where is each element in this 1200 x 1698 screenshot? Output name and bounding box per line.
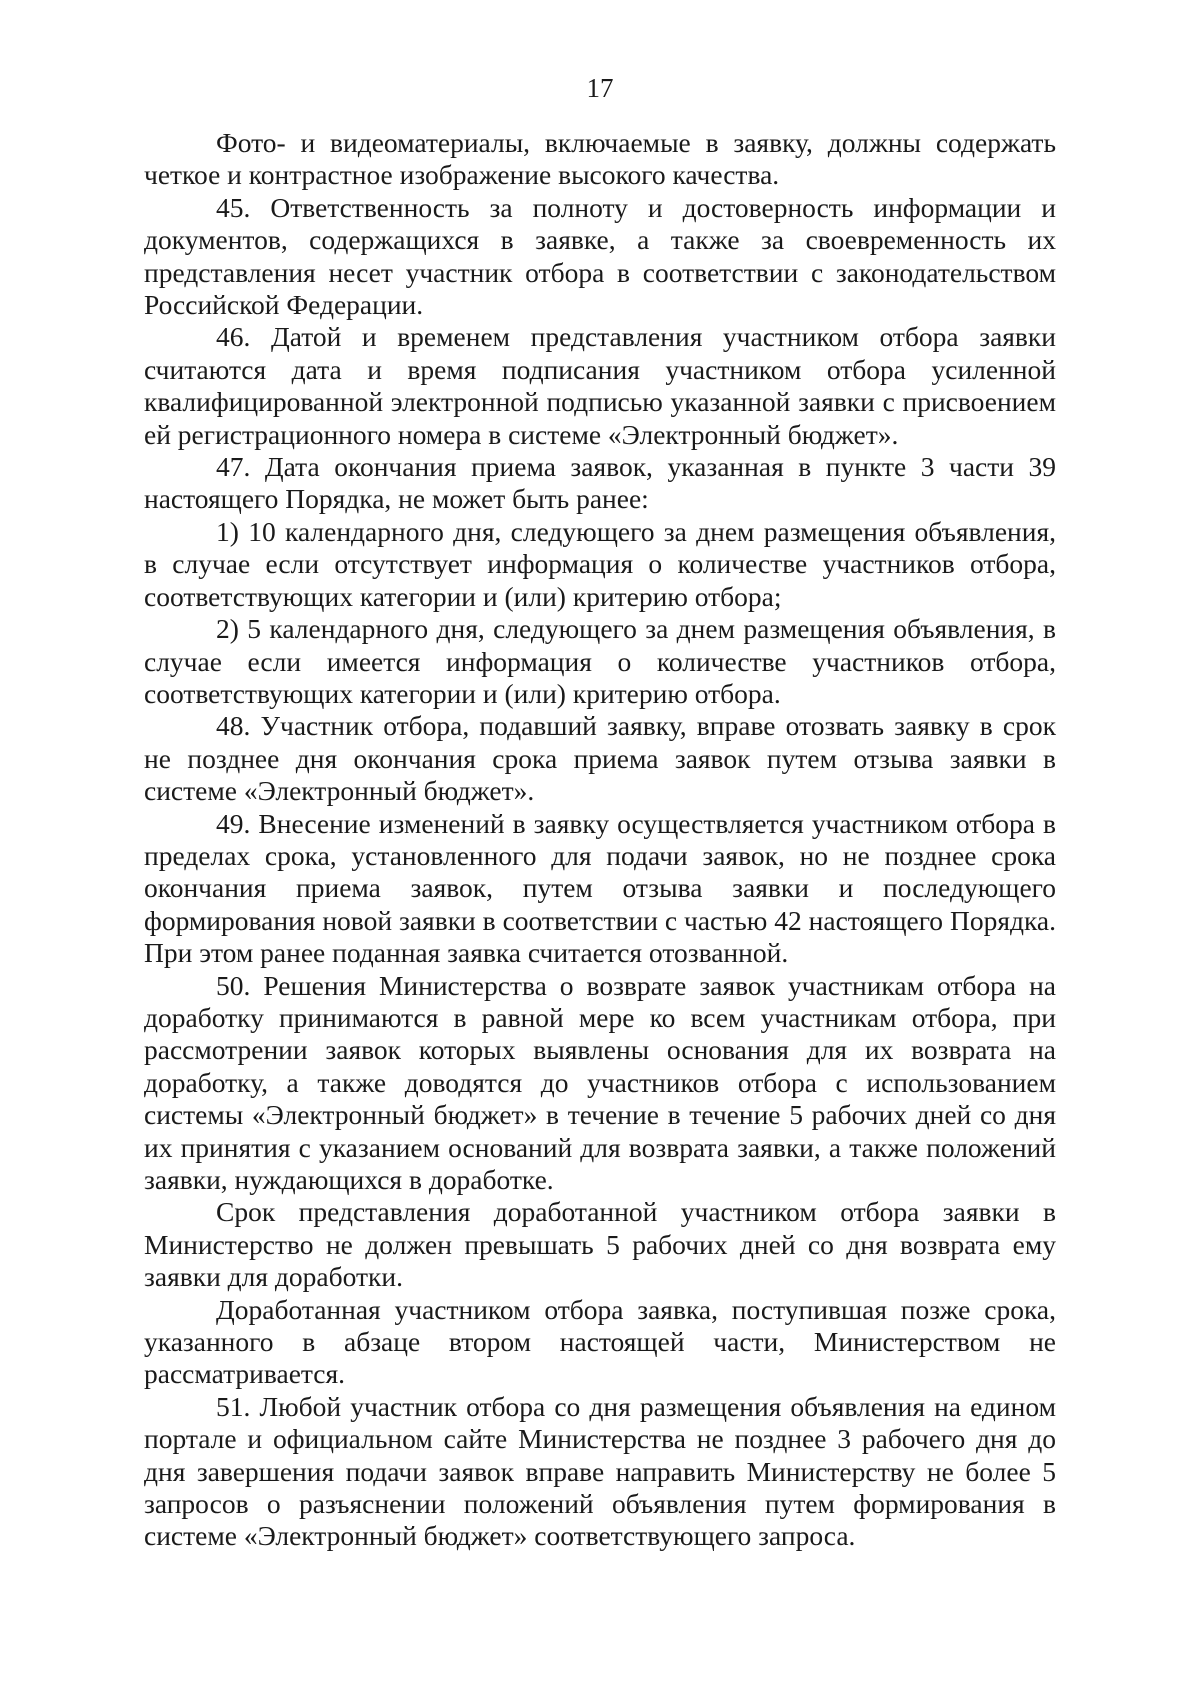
- paragraph-49: 49. Внесение изменений в заявку осуществляется участником отбора в пределах срока, установленного для подачи заявок, но не позднее срока окончания приема заявок, путем отзыва заявки и последующего формирования новой заявки в соответствии с частью 42 настоящего Порядка. При этом ранее поданная заявка считается отозванной.: [144, 807, 1056, 969]
- paragraph-48: 48. Участник отбора, подавший заявку, вправе отозвать заявку в срок не позднее дня окончания срока приема заявок путем отзыва заявки в системе «Электронный бюджет».: [144, 710, 1056, 807]
- paragraph-photo-video-materials: Фото- и видеоматериалы, включаемые в заявку, должны содержать четкое и контрастное изображение высокого качества.: [144, 127, 1056, 191]
- paragraph-47-item-2: 2) 5 календарного дня, следующего за днем размещения объявления, в случае если имеется информация о количестве участников отбора, соответствующих категории и (или) критерию отбора.: [144, 613, 1056, 709]
- paragraph-47: 47. Дата окончания приема заявок, указанная в пункте 3 части 39 настоящего Порядка, не может быть ранее:: [144, 451, 1056, 515]
- document-body: [144, 127, 1056, 1553]
- paragraph-50-resubmission-deadline: Срок представления доработанной участником отбора заявки в Министерство не должен превышать 5 рабочих дней со дня возврата ему заявки для доработки.: [144, 1196, 1056, 1293]
- paragraph-51: 51. Любой участник отбора со дня размещения объявления на едином портале и официальном сайте Министерства не позднее 3 рабочего дня до дня завершения подачи заявок вправе направить Министерству не более 5 запросов о разъяснении положений объявления путем формирования в системе «Электронный бюджет» соответствующего запроса.: [144, 1390, 1056, 1552]
- paragraph-50-late-submission: Доработанная участником отбора заявка, поступившая позже срока, указанного в абзаце втором настоящей части, Министерством не рассматривается.: [144, 1293, 1056, 1390]
- paragraph-45: 45. Ответственность за полноту и достоверность информации и документов, содержащихся в заявке, а также за своевременность их представления несет участник отбора в соответствии с законодательством Российской Федерации.: [144, 191, 1056, 321]
- paragraph-46: 46. Датой и временем представления участником отбора заявки считаются дата и время подписания участником отбора усиленной квалифицированной электронной подписью указанной заявки с присвоением ей регистрационного номера в системе «Электронный бюджет».: [144, 321, 1056, 450]
- page-number: 17: [586, 73, 614, 103]
- paragraph-47-item-1: 1) 10 календарного дня, следующего за днем размещения объявления, в случае если отсутствует информация о количестве участников отбора, соответствующих категории и (или) критерию отбора;: [144, 515, 1056, 612]
- paragraph-50: 50. Решения Министерства о возврате заявок участникам отбора на доработку принимаются в равной мере ко всем участникам отбора, при рассмотрении заявок которых выявлены основания для их возврата на доработку, а также доводятся до участников отбора с использованием системы «Электронный бюджет» в течение в течение 5 рабочих дней со дня их принятия с указанием оснований для возврата заявки, а также положений заявки, нуждающихся в доработке.: [144, 969, 1056, 1195]
